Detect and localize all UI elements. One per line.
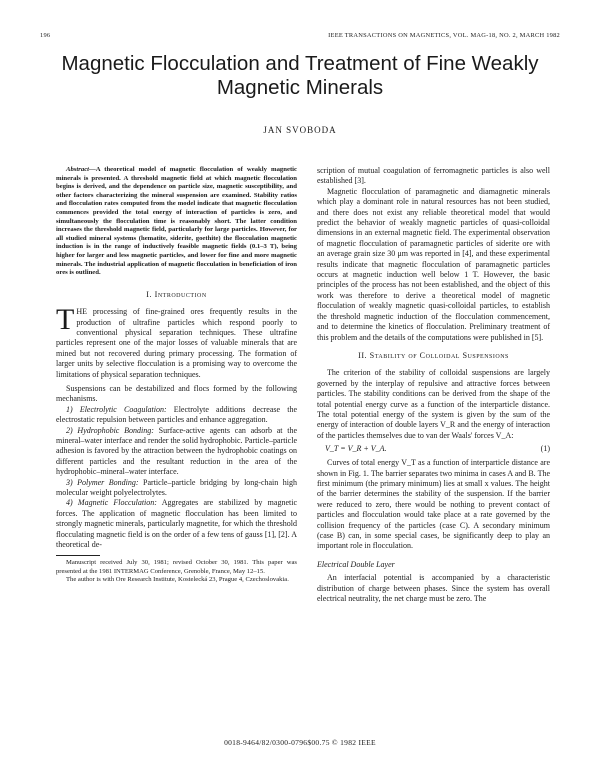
drop-cap: T	[56, 303, 75, 337]
right-paragraph-1: scription of mutual coagulation of ferromagnetic particles is also well established [3].	[317, 166, 550, 186]
list-item-text: Aggregates are stabilized by magnetic forces. The application of magnetic flocculation has been limited to strongly magnetic minerals, particularly magnetite, for which the threshold flocculating magnetic field is on the order of a few tens of gauss [1], [2]. A theoretical de-	[56, 498, 298, 550]
equation-1	[317, 443, 550, 455]
list-item-text: Surface-active agents can adsorb at the mineral–water interface and render the solid hydrophobic. Particle–particle adhesion is favored by the attraction between the hydrophobic coatings on different particles and the resultant reduction in the area of the hydrophobic–mineral–water interface.	[56, 425, 298, 477]
right-column	[317, 166, 550, 604]
intro-paragraph-1-text: HE processing of fine-grained ores frequently results in the production of ultrafine particles which respond poorly to conventional physical separation techniques. These ultrafine particles represent one of the major losses of valuable minerals that are mined but not recovered during primary processing. The formation of larger units by selective flocculation is a promising way to overcome the limitations of physical separation techniques.	[56, 307, 297, 379]
list-item-label: 3) Polymer Bonding:	[66, 477, 139, 487]
subsection-heading-double-layer: Electrical Double Layer	[317, 559, 395, 569]
list-item-label: 4) Magnetic Flocculation:	[66, 498, 157, 508]
left-column	[56, 166, 297, 584]
abstract	[56, 166, 297, 278]
right-paragraph-2: Magnetic flocculation of paramagnetic and diamagnetic minerals which play a dominant role in natural resources has not been studied, and there does not exist any reliable theoretical model that would predict the behavior of weakly magnetic particles of quasi-colloidal dimensions in an external magnetic field. The experimental observation of magnetic flocculation of paramagnetic particles of siderite ore with an average grain size 30 μm was reported in [4], and these experimental results indicate that magnetic flocculation of paramagnetic particles occurs at magnetic induction well below 1 T. However, the basic principles of the process has not been established, and the object of this work was therefore to derive a theoretical model of magnetic flocculation of weakly magnetic quasi-colloidal particles, to establish the threshold magnetic induction of the flocculation commencement, and to determine the kinetics of flocculation. Preliminary treatment of this problem and the details of the computations were published in [5].	[317, 186, 550, 342]
list-item-text: Particle–particle bridging by long-chain high molecular weight polyelectrolytes.	[56, 477, 297, 498]
list-item-text: Electrolyte additions decrease the electrostatic repulsion between particles and enhance aggregation.	[56, 404, 297, 425]
list-item-label: 2) Hydrophobic Bonding:	[66, 425, 154, 435]
section-heading-stability: II. Stability of Colloidal Suspensions	[358, 350, 509, 360]
section-heading-introduction: I. Introduction	[146, 289, 207, 299]
paper-title: Magnetic Flocculation and Treatment of Fine Weakly Magnetic Minerals	[61, 52, 539, 99]
running-head	[40, 32, 560, 42]
list-item-magnetic	[56, 498, 297, 550]
list-item-polymer	[56, 478, 297, 499]
list-item-hydrophobic	[56, 426, 297, 478]
footnote-divider	[56, 555, 100, 556]
stability-paragraph-1: The criterion of the stability of colloidal suspensions are largely governed by the interplay of repulsive and attractive forces between particles. The stability conditions can be derived from the shape of the total potential energy curve as a function of the interparticle distance. The total potential energy of the system is given by the sum of the energy of interaction of double layers V_R and the energy of interaction of the particles themselves due to van der Waals' forces V_A:	[317, 368, 550, 440]
equation-text: V_T = V_R + V_A.	[325, 444, 387, 454]
stability-paragraph-2: Curves of total energy V_T as a function of interparticle distance are shown in Fig. 1. The barrier separates two minima in cases A and B. The first minimum (the primary minimum) lies at small x values. The height of the barrier determines the stability of the suspension. If the barrier were reduced to zero, there would be nothing to prevent contact of particles and flocculation would take place at a rate governed by the collision frequency of the particles (case C). A secondary minimum (case B) can, in some special cases, be significantly deep to play an important role in flocculation.	[317, 458, 550, 551]
list-item-label: 1) Electrolytic Coagulation:	[66, 404, 167, 414]
intro-paragraph-2: Suspensions can be destabilized and flocs formed by the following mechanisms.	[56, 383, 297, 404]
paper-author: JAN SVOBODA	[263, 125, 337, 135]
intro-paragraph-1	[56, 303, 297, 380]
double-layer-paragraph: An interfacial potential is accompanied by a characteristic distribution of charge between phases. Since the system has overall electrical neutrality, the net charge must be zero. The	[317, 573, 550, 604]
author-affiliation-footnote: The author is with Ore Research Institute, Kostelecká 23, Prague 4, Czechoslovakia.	[66, 575, 289, 583]
abstract-label: Abstract	[66, 166, 90, 173]
equation-number: (1)	[540, 444, 550, 454]
list-item-electrolytic	[56, 405, 297, 426]
manuscript-footnote: Manuscript received July 30, 1981; revised October 30, 1981. This paper was presented at the 1981 INTERMAG Conference, Grenoble, France, May 12–15.	[56, 559, 297, 575]
page-number: 196	[40, 32, 51, 39]
abstract-text: —A theoretical model of magnetic flocculation of weakly magnetic minerals is presented. A threshold magnetic field at which magnetic flocculation begins is derived, and the dependence on particle size, magnetic susceptibility, and other factors characterizing the mineral suspension are examined. Stability ratios and flocculation rates computed from the model indicate that magnetic flocculation commences provided the total energy of interaction of particles is zero, and simultaneously the flocculation time is reasonably short. The latter condition increases the threshold magnetic field, particularly for large particles. However, for all studied mineral systems (hematite, siderite, goethite) the flocculation magnetic induction is in the range of inductively feasible magnetic fields (0.1–3 T), being higher for larger and less magnetic particles, and lower for fine and more magnetic minerals. The industrial application of magnetic flocculation in beneficiation of iron ores is outlined.	[56, 166, 297, 277]
copyright-identifier: 0018-9464/82/0300-0796$00.75 © 1982 IEEE	[224, 738, 376, 747]
journal-header: IEEE TRANSACTIONS ON MAGNETICS, VOL. MAG-18, NO. 2, MARCH 1982	[328, 32, 560, 39]
